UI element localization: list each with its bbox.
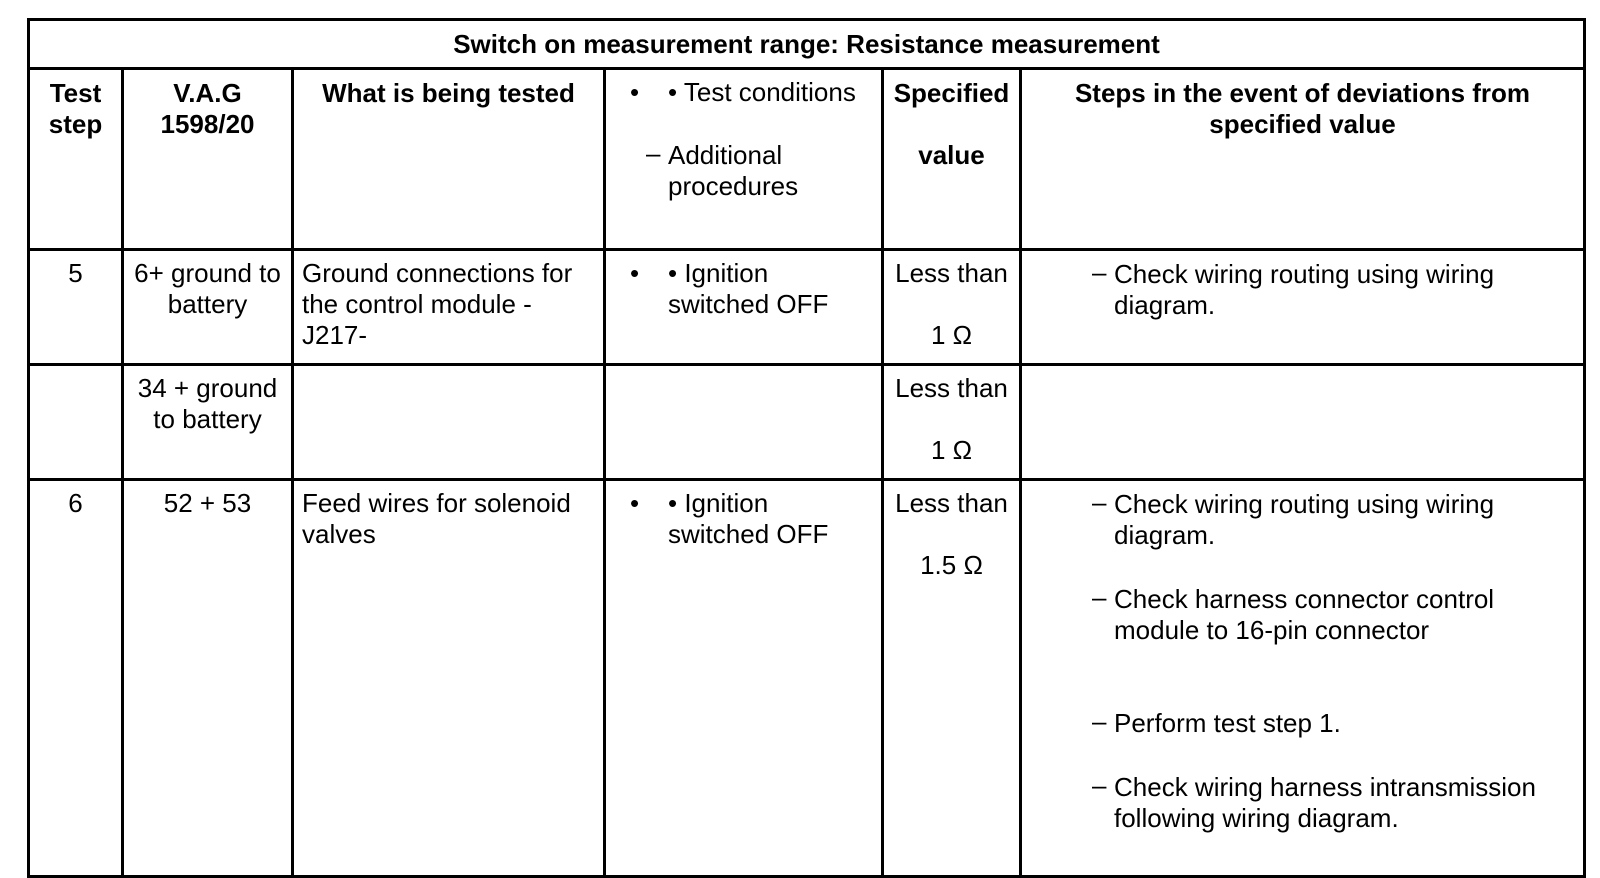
cell-steps — [1021, 480, 1585, 877]
dash-icon: – — [1092, 706, 1107, 736]
step-text: Perform test step 1. — [1114, 708, 1341, 738]
table-row — [29, 250, 1585, 365]
dash-icon: – — [1092, 487, 1107, 517]
cell-what-tested — [293, 365, 605, 480]
cell-vag: 52 + 53 — [123, 480, 293, 877]
condition-text: • Ignition switched OFF — [668, 258, 829, 319]
header-test-conditions: • Test conditions — [668, 77, 856, 107]
header-additional-procedures: Additional procedures — [668, 140, 799, 201]
spec-line1: Less than — [895, 258, 1008, 288]
header-specified-value — [883, 69, 1021, 250]
spec-line2: 1 Ω — [930, 320, 973, 350]
spec-line2: 1.5 Ω — [920, 550, 983, 580]
cell-condition — [605, 480, 883, 877]
dash-icon: – — [1092, 257, 1107, 287]
cell-steps — [1021, 365, 1585, 480]
condition-text: • Ignition switched OFF — [668, 488, 829, 549]
bullet-icon: • — [630, 488, 640, 518]
dash-icon: – — [646, 138, 661, 168]
spec-line2: 1 Ω — [930, 435, 973, 465]
cell-vag: 34 + ground to battery — [123, 365, 293, 480]
spec-line1: Less than — [895, 488, 1008, 518]
cell-test-step: 6 — [29, 480, 123, 877]
cell-condition — [605, 365, 883, 480]
cell-specified-value — [883, 365, 1021, 480]
spec-line1: Less than — [895, 373, 1008, 403]
dash-icon: – — [1092, 582, 1107, 612]
bullet-icon: • — [630, 258, 640, 288]
bullet-icon: • — [630, 77, 640, 107]
header-steps-deviation: Steps in the event of deviations from specified value — [1021, 69, 1585, 250]
cell-test-step — [29, 365, 123, 480]
cell-specified-value — [883, 480, 1021, 877]
header-conditions — [605, 69, 883, 250]
header-test-step: Test step — [29, 69, 123, 250]
cell-steps — [1021, 250, 1585, 365]
table-row — [29, 480, 1585, 877]
cell-vag: 6+ ground to battery — [123, 250, 293, 365]
header-specified-line2: value — [918, 140, 985, 170]
header-specified-line1: Specified — [893, 78, 1010, 108]
cell-what-tested: Ground connections for the control module -J217- — [293, 250, 605, 365]
step-text: Check wiring harness intransmission following wiring diagram. — [1114, 772, 1536, 833]
step-text: Check wiring routing using wiring diagram. — [1114, 489, 1495, 550]
header-vag: V.A.G 1598/20 — [123, 69, 293, 250]
cell-specified-value — [883, 250, 1021, 365]
header-what-tested: What is being tested — [293, 69, 605, 250]
cell-test-step: 5 — [29, 250, 123, 365]
step-text: Check wiring routing using wiring diagram. — [1114, 259, 1495, 320]
header-row — [29, 69, 1585, 250]
dash-icon: – — [1092, 770, 1107, 800]
cell-condition — [605, 250, 883, 365]
table-title: Switch on measurement range: Resistance measurement — [29, 20, 1585, 69]
cell-what-tested: Feed wires for solenoid valves — [293, 480, 605, 877]
resistance-measurement-table — [27, 18, 1586, 878]
table-row — [29, 365, 1585, 480]
step-text: Check harness connector control module to 16-pin connector — [1114, 584, 1495, 645]
